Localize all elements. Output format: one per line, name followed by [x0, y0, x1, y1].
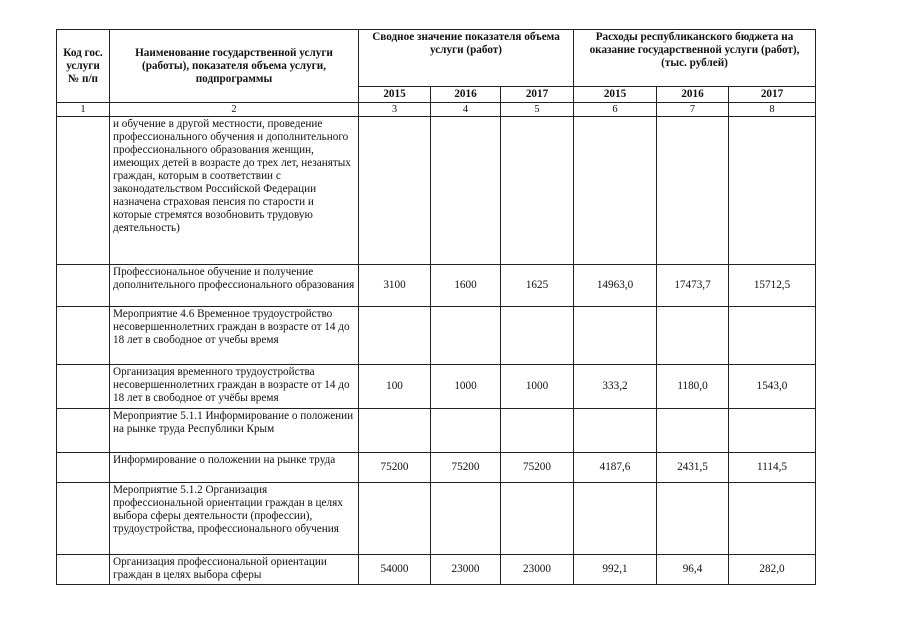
value-cell: 1180,0 — [657, 365, 729, 409]
code-cell — [57, 265, 110, 307]
value-cell: 282,0 — [729, 555, 816, 585]
value-cell — [359, 117, 431, 265]
table-row — [57, 265, 816, 307]
table-row — [57, 483, 816, 555]
value-cell — [657, 483, 729, 555]
column-number: 8 — [729, 103, 816, 117]
value-cell — [501, 307, 574, 365]
value-cell: 1600 — [431, 265, 501, 307]
value-cell — [729, 409, 816, 453]
value-cell: 54000 — [359, 555, 431, 585]
value-cell — [501, 409, 574, 453]
column-number: 2 — [110, 103, 359, 117]
value-cell: 1000 — [501, 365, 574, 409]
value-cell — [657, 409, 729, 453]
value-cell: 992,1 — [574, 555, 657, 585]
name-cell: Мероприятие 5.1.2 Организация профессиональной ориентации граждан в целях выбора сферы деятельности (профессии), трудоустройства, профессионального обучения — [110, 483, 359, 555]
table-row — [57, 117, 816, 265]
year-cell: 2017 — [729, 87, 816, 103]
value-cell — [729, 307, 816, 365]
table-row — [57, 453, 816, 483]
code-cell — [57, 307, 110, 365]
table-row — [57, 409, 816, 453]
header-volume: Сводное значение показателя объема услуги (работ) — [359, 30, 574, 87]
column-numbers-row — [57, 103, 816, 117]
code-cell — [57, 453, 110, 483]
code-cell — [57, 409, 110, 453]
column-number: 3 — [359, 103, 431, 117]
value-cell — [431, 409, 501, 453]
value-cell — [431, 483, 501, 555]
header-expenses: Расходы республиканского бюджета на оказание государственной услуги (работ), (тыс. рублей) — [574, 30, 816, 87]
value-cell — [431, 117, 501, 265]
value-cell: 75200 — [431, 453, 501, 483]
value-cell — [359, 307, 431, 365]
value-cell: 75200 — [501, 453, 574, 483]
value-cell: 1114,5 — [729, 453, 816, 483]
year-cell: 2016 — [657, 87, 729, 103]
value-cell: 1543,0 — [729, 365, 816, 409]
value-cell — [729, 117, 816, 265]
column-number: 7 — [657, 103, 729, 117]
name-cell: Организация профессиональной ориентации граждан в целях выбора сферы — [110, 555, 359, 585]
name-cell: и обучение в другой местности, проведение профессионального обучения и дополнительного профессионального образования женщин, имеющих детей в возрасте до трех лет, незанятых граждан, которым в соответствии с законодательством Российской Федерации назначена страховая пенсия по старости и которые стремятся возобновить трудовую деятельность) — [110, 117, 359, 265]
year-cell: 2015 — [574, 87, 657, 103]
value-cell — [574, 483, 657, 555]
value-cell: 96,4 — [657, 555, 729, 585]
value-cell: 17473,7 — [657, 265, 729, 307]
year-cell: 2016 — [431, 87, 501, 103]
services-table — [56, 29, 816, 585]
name-cell: Мероприятие 5.1.1 Информирование о положении на рынке труда Республики Крым — [110, 409, 359, 453]
value-cell — [501, 117, 574, 265]
code-cell — [57, 483, 110, 555]
header-name: Наименование государственной услуги (работы), показателя объема услуги, подпрограммы — [110, 30, 359, 103]
value-cell — [574, 409, 657, 453]
value-cell: 15712,5 — [729, 265, 816, 307]
value-cell — [729, 483, 816, 555]
table-row — [57, 365, 816, 409]
name-cell: Информирование о положении на рынке труда — [110, 453, 359, 483]
value-cell — [501, 483, 574, 555]
value-cell — [574, 117, 657, 265]
value-cell: 23000 — [501, 555, 574, 585]
value-cell — [574, 307, 657, 365]
value-cell: 75200 — [359, 453, 431, 483]
value-cell: 4187,6 — [574, 453, 657, 483]
value-cell — [431, 307, 501, 365]
column-number: 6 — [574, 103, 657, 117]
value-cell: 1000 — [431, 365, 501, 409]
column-number: 5 — [501, 103, 574, 117]
code-cell — [57, 365, 110, 409]
header-row — [57, 30, 816, 87]
value-cell — [359, 483, 431, 555]
column-number: 1 — [57, 103, 110, 117]
value-cell — [657, 307, 729, 365]
name-cell: Мероприятие 4.6 Временное трудоустройство несовершеннолетних граждан в возрасте от 14 до 18 лет в свободное от учебы время — [110, 307, 359, 365]
value-cell — [657, 117, 729, 265]
year-cell: 2015 — [359, 87, 431, 103]
value-cell: 100 — [359, 365, 431, 409]
value-cell: 2431,5 — [657, 453, 729, 483]
code-cell — [57, 555, 110, 585]
code-cell — [57, 117, 110, 265]
value-cell: 3100 — [359, 265, 431, 307]
name-cell: Профессиональное обучение и получение дополнительного профессионального образования — [110, 265, 359, 307]
year-cell: 2017 — [501, 87, 574, 103]
value-cell: 23000 — [431, 555, 501, 585]
value-cell: 333,2 — [574, 365, 657, 409]
table-row — [57, 307, 816, 365]
table-row — [57, 555, 816, 585]
name-cell: Организация временного трудоустройства несовершеннолетних граждан в возрасте от 14 до 18 лет в свободное от учёбы время — [110, 365, 359, 409]
value-cell: 14963,0 — [574, 265, 657, 307]
column-number: 4 — [431, 103, 501, 117]
value-cell: 1625 — [501, 265, 574, 307]
value-cell — [359, 409, 431, 453]
header-code: Код гос. услуги № п/п — [57, 30, 110, 103]
